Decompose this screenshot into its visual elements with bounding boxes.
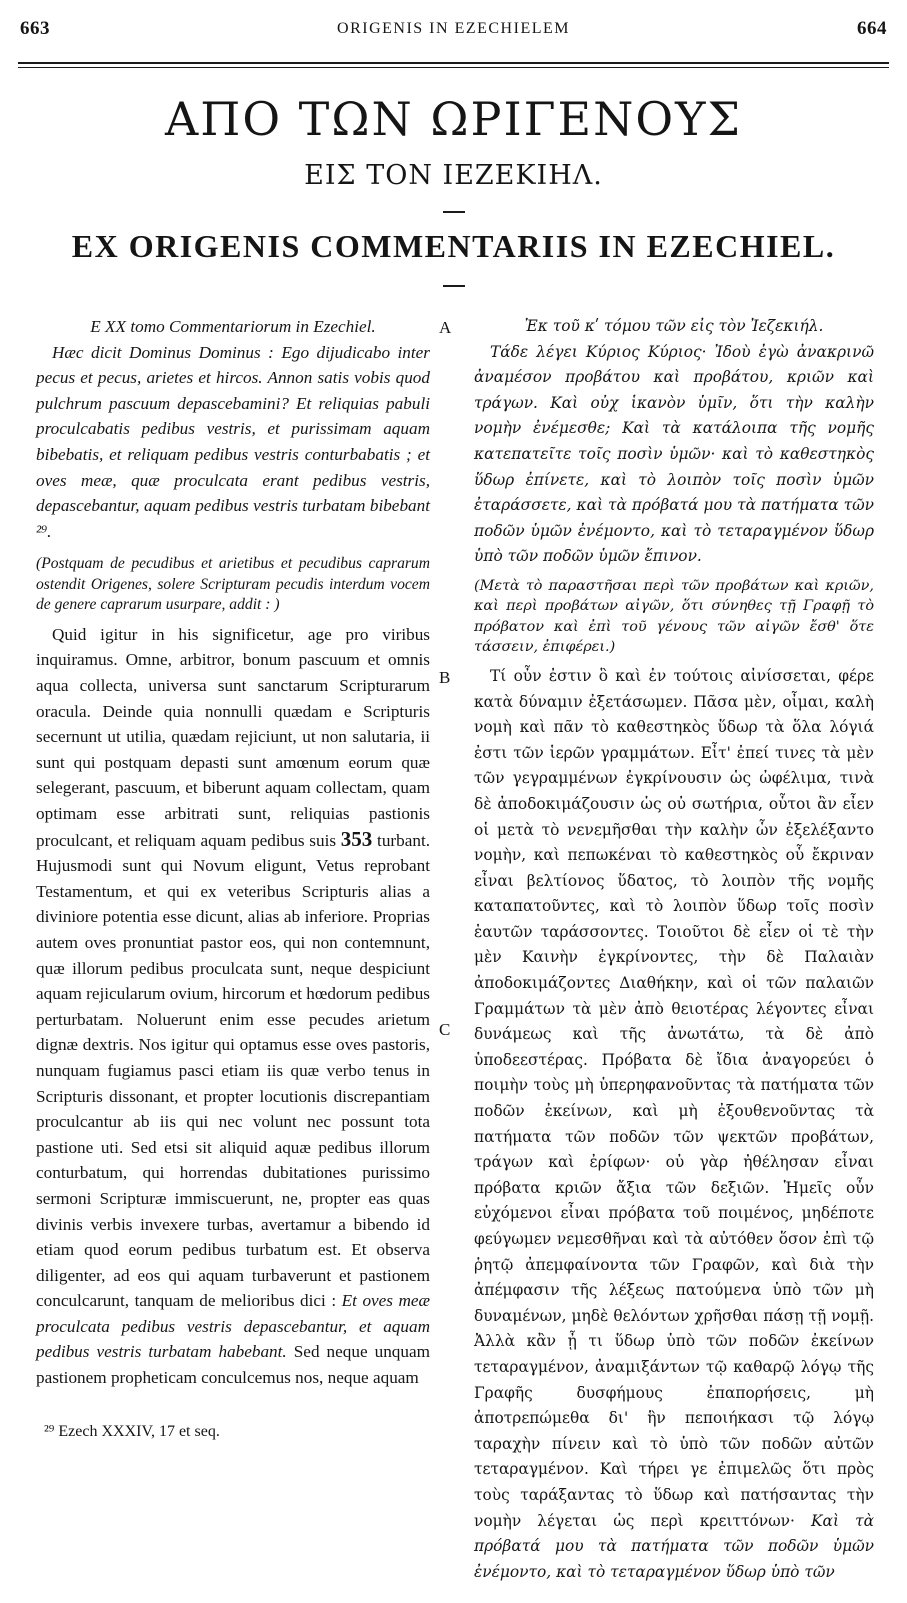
page-header <box>0 18 907 48</box>
latin-heading: E XX tomo Commentariorum in Ezechiel. <box>90 317 376 336</box>
greek-body-italic: Καὶ τὰ πρόβατά μου τὰ πατήματα τῶν ποδῶν ὑμῶν ἐνέμοντο, καὶ τὸ τεταραγμένον ὕδωρ ὑπὸ τῶν <box>474 1511 874 1581</box>
header-rule-thin <box>18 67 889 68</box>
margin-letter-a: A <box>439 318 452 337</box>
latin-quote: Hæc dicit Dominus Dominus : Ego dijudicabo inter pecus et pecus, arietes et hircos. Annon satis vobis quod pulchrum pascuum depascebamini? Et reliquias pabuli proculcabatis pedibus vestris, et purissimam aquam bibebatis, et reliquam pedibus vestris conturbabatis ; et oves meæ, quæ proculcata erant pedibus vestris, depascebantur, aquam pedibus vestris turbatam bibebant ²⁹. <box>36 342 430 541</box>
margin-letter-b: B <box>439 668 451 687</box>
running-title: ORIGENIS IN EZECHIELEM <box>337 20 570 37</box>
greek-title: ΑΠΟ ΤΩΝ ΩΡΙΓΕΝΟΥΣ <box>165 92 742 146</box>
margin-letter-c: C <box>439 1020 451 1039</box>
footnote: ²⁹ Ezech XXXIV, 17 et seq. <box>44 1423 220 1440</box>
latin-title: EX ORIGENIS COMMENTARIIS IN EZECHIEL. <box>71 228 836 264</box>
greek-heading: Ἐκ τοῦ κʹ τόμου τῶν εἰς τὸν Ἰεζεκιήλ. <box>524 317 824 335</box>
page-number-right: 664 <box>857 18 887 39</box>
greek-note: (Μετὰ τὸ παραστῆσαι περὶ τῶν προβάτων καὶ κριῶν, καὶ περὶ προβάτων αἰγῶν, ὅτι σύνηθες τῇ Γραφῇ τὸ πρόβατον καὶ ἐπὶ τοῦ γένους τῶν αἰγῶν ἔσθ' ὅτε τάσσειν, ἐπιφέρει.) <box>474 577 874 656</box>
title-dash <box>443 211 465 213</box>
greek-quote: Τάδε λέγει Κύριος Κύριος· Ἰδοὺ ἐγὼ ἀνακρινῶ ἀναμέσον προβάτου καὶ προβάτου, κριῶν καὶ τράγων. Καὶ οὐχ ἱκανὸν ὑμῖν, ὅτι τὴν καλὴν νομὴν ἐνέμεσθε; Καὶ τὰ κατάλοιπα τῆς νομῆς κατεπατεῖτε τοῖς ποσὶν ὑμῶν· καὶ τὸ καθεστηκὸς ὕδωρ ἐπίνετε, καὶ τὸ λοιπὸν τοῖς ποσὶν ὑμῶν ἐταράσσετε, καὶ τὰ πρόβατά μου τὰ πατήματα τῶν ποδῶν ὑμῶν ἐνέμοντο, καὶ τὸ τεταραγμένον ὕδωρ ὑπὸ τῶν ποδῶν ὑμῶν ἔπινον. <box>474 342 874 566</box>
greek-column <box>474 314 874 1585</box>
latin-body-italic: Et oves meæ proculcata pedibus vestris depascebantur, et aquam pedibus vestris turbatam habebant. <box>36 1291 431 1362</box>
latin-note: (Postquam de pecudibus et arietibus et pecudibus caprarum ostendit Origenes, solere Scripturam pecudis interdum vocem de genere caprarum usurpare, addit : ) <box>36 555 430 614</box>
greek-body <box>474 664 874 1585</box>
latin-column <box>36 314 430 1391</box>
latin-body-text: Sed neque unquam pastionem propheticam conculcemus nos, neque aquam <box>36 1342 430 1388</box>
page-number-left: 663 <box>20 18 50 39</box>
latin-body-text: turbant. Hujusmodi sunt qui Novum eligunt, Vetus reprobant Testamentum, et qui ex veteribus Scripturis alias a diviniore potentia esse dicunt, alias ab inferiore. Proprias autem oves pronuntiat pastor eos, qui non contemnunt, quæ illorum pedibus proculcata sunt, neque despiciunt aquam rejicularum ovium, hircorum et hœdorum pedibus perturbatam. Noluerunt enim esse pecudes arietum dignæ dextris. Nos igitur qui optamus esse oves pastoris, nunquam fugiamus pasci etiam iis quæ verbo tenus in Scripturis dissonant, et propter locutionis discrepantiam proculcantur ab iis qui nec volunt nec possunt tota pastione uti. Sed etsi sit aliquid aquæ pedibus illorum conturbatum, qui horrendas dubitationes purissimo sermoni Scripturæ immiscuerunt, ne, propter eas quas divinis verbis invexere turbas, avertamur a bibendo id etiam quod eorum pedibus turbatum est. Et observa diligenter, ad eos qui aquam turbaverunt et pastionem conculcarunt, tanquam de melioribus dici : <box>36 830 431 1311</box>
greek-body-text: Τί οὖν ἐστιν ὃ καὶ ἐν τούτοις αἰνίσσεται, φέρε κατὰ δύναμιν ἐξετάσωμεν. Πᾶσα μὲν, οἶμαι, καλὴ νομὴ καὶ πᾶν τὸ καθεστηκὸς ὕδωρ τὰ ὅλα λόγιά ἐστι τῶν ἱερῶν γραμμάτων. Εἶτ' ἐπεί τινες τὰ μὲν τῶν γεγραμμένων ἐγκρίνουσιν ὡς ὠφέλιμα, τινὰ δὲ ἀποδοκιμάζουσιν ὡς οὐ σωτήρια, οὗτοι ἂν εἶεν οἱ μετὰ τὸ νενεμῆσθαι τὴν καλὴν ὧν ἐξελέξαντο νομὴν, καὶ πεπωκέναι τὸ καθεστηκὸς οὗ ἔκριναν εἶναι βελτίονος ὕδατος, τὸ λοιπὸν τῆς νομῆς καταπατοῦντες, καὶ τὸ λοιπὸν ὕδωρ τοῖς ποσὶν ἑαυτῶν ταράσσοντες. Τοιοῦτοι δὲ εἶεν οἱ τὲ τὴν μὲν Καινὴν ἐγκρίνοντες, τὴν δὲ Παλαιὰν ἀποδοκιμάζοντες Διαθήκην, καὶ οἱ τῶν παλαιῶν Γραμμάτων τὰ μὲν ἀπὸ θειοτέρας λέγοντες εἶναι δυνάμεως καὶ τῆς ἀνωτάτω, τὰ δὲ ἀπὸ ὑποδεεστέρας. Πρόβατα δὲ ἴδια ἀναγορεύει ὁ ποιμὴν τοὺς μὴ ὑπερηφανοῦντας τὰ πατήματα τῶν ποδῶν ἐκείνων, καὶ μὴ ἐξουθενοῦντας τὰ πατήματα τῶν ποδῶν τῶν ψεκτῶν προβάτων, τράγων καὶ ἐρίφων· οὐ γὰρ ἠθέλησαν εἶναι πρόβατα κριῶν ἄξια τῶν δεξιῶν. Ἡμεῖς οὖν εὐχόμενοι εἶναι πρόβατα τοῦ ποιμένος, μηδέποτε φεύγωμεν νεμεσθῆναι καὶ τὰ αὐτόθεν ὅσον ἐπὶ τῷ ῥητῷ ἀπεμφαίνοντα τῶν Γραφῶν, καὶ διὰ τὴν ἀπέμφασιν τῆς λέξεως πατούμενα ὑπὸ τῶν μὴ δυναμένων, μηδὲ θελόντων χρῆσθαι πάσῃ τῇ νομῇ. Ἀλλὰ κἂν ᾖ τι ὕδωρ ὑπὸ τῶν ποδῶν ἐκείνων τεταραγμένον, ἀναμιξάντων τῷ καθαρῷ λόγῳ τῆς Γραφῆς δυσφήμους ἐπαπορήσεις, μὴ ἀποτρεπώμεθα δι' ἣν πεποιήκασι τῷ λόγῳ ταραχὴν πίνειν καὶ τὸ ὑπὸ τῶν ποδῶν αὐτῶν τεταραγμένον. Καὶ τήρει γε ἐπιμελῶς ὅτι πρὸς τοὺς ταράξαντας τὸ ὕδωρ καὶ πατήσαντας τὴν νομὴν λέγεται ὡς περὶ κρειττόνων· <box>474 666 874 1530</box>
title-dash <box>443 285 465 287</box>
greek-subtitle: ΕΙΣ ΤΟΝ ΙΕΖΕΚΙΗΛ. <box>304 160 603 191</box>
column-number: 353 <box>340 826 373 851</box>
latin-body-text: Quid igitur in his significetur, age pro viribus inquiramus. Omne, arbitror, bonum pascuum et omnis aqua collecta, universa sunt sanctarum Scripturarum oracula. Deinde quia nonnulli quædam e Scripturis secernunt ut utilia, quædam rejiciunt, ut non salutaria, ii sunt qui postquam depasti sunt amœnum eorum quæ selegerant, pascuum, et biberunt aquam collectam, quam optimam esse arbitrati sunt, reliquias pastionis proculcant, et reliquam aquam pedibus suis <box>36 624 430 850</box>
latin-body-1 <box>36 622 430 1391</box>
header-rule <box>18 62 889 64</box>
